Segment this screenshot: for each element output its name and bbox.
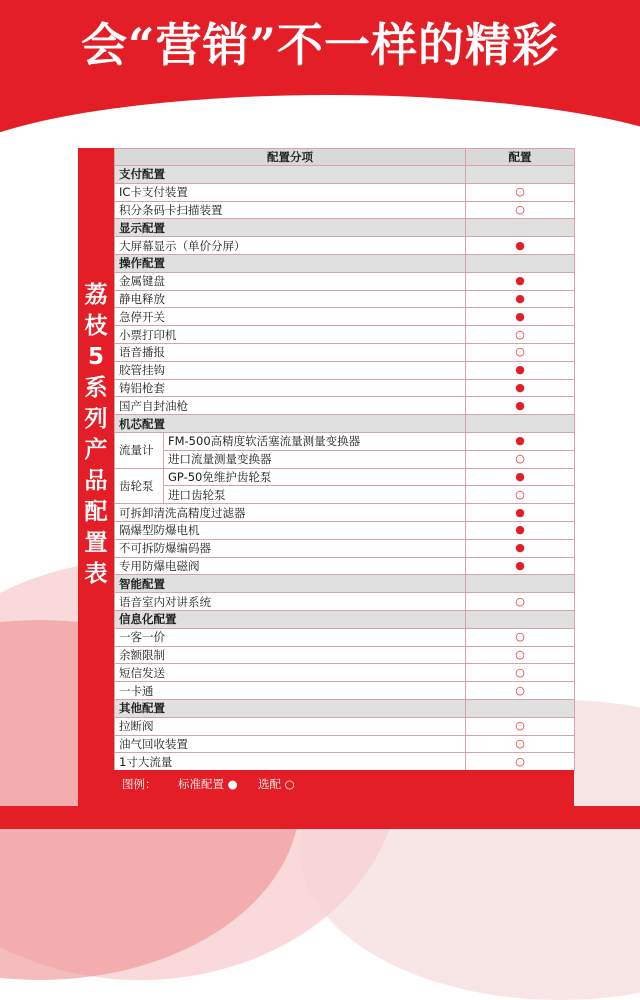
table-row <box>115 735 575 753</box>
section-row-operation <box>115 254 575 272</box>
config-mark: ○ <box>466 343 575 361</box>
config-mark: ● <box>466 290 575 308</box>
section-row-payment <box>115 166 575 184</box>
section-row-core <box>115 415 575 433</box>
table-row <box>115 753 575 771</box>
config-mark: ● <box>466 308 575 326</box>
section-title: 显示配置 <box>115 219 466 237</box>
section-title: 其他配置 <box>115 699 466 717</box>
config-mark: ● <box>466 361 575 379</box>
table-row <box>115 343 575 361</box>
item-cell: 进口流量测量变换器 <box>168 452 272 467</box>
banner-title: 会“营销”不一样的精彩 <box>81 18 559 72</box>
config-table <box>114 148 575 771</box>
config-mark: ○ <box>515 452 525 466</box>
item-cell: 积分条码卡扫描装置 <box>115 201 466 219</box>
config-mark: ● <box>466 272 575 290</box>
config-mark: ○ <box>515 487 525 501</box>
item-cell: 不可拆防爆编码器 <box>115 539 466 557</box>
header-config: 配置 <box>466 149 575 166</box>
item-cell: 国产自封油枪 <box>115 397 466 415</box>
legend-optional: 选配 ○ <box>258 777 295 791</box>
item-cell: 进口齿轮泵 <box>168 487 226 502</box>
config-mark: ○ <box>466 183 575 201</box>
flowmeter-label: 流量计 <box>115 433 164 468</box>
table-row <box>115 593 575 611</box>
item-cell: 专用防爆电磁阀 <box>115 557 466 575</box>
table-row <box>115 664 575 682</box>
config-mark: ○ <box>466 646 575 664</box>
item-cell: 一客一价 <box>115 628 466 646</box>
table-row <box>115 272 575 290</box>
config-mark: ○ <box>466 201 575 219</box>
table-row <box>115 682 575 700</box>
table-row <box>115 308 575 326</box>
section-row-other <box>115 699 575 717</box>
table-row <box>115 361 575 379</box>
item-cell: 拉断阀 <box>115 717 466 735</box>
config-mark: ● <box>466 504 575 522</box>
table-row <box>115 379 575 397</box>
section-title: 支付配置 <box>115 166 466 184</box>
legend-label: 图例： <box>122 777 157 791</box>
config-mark: ○ <box>466 682 575 700</box>
item-cell: 语音室内对讲系统 <box>115 593 466 611</box>
section-title: 智能配置 <box>115 575 466 593</box>
config-mark: ○ <box>466 326 575 344</box>
item-cell: 可拆卸清洗高精度过滤器 <box>115 504 466 522</box>
table-row <box>115 326 575 344</box>
flowmeter-subtable <box>115 433 465 468</box>
config-mark: ○ <box>466 628 575 646</box>
table-row <box>115 521 575 539</box>
config-mark: ○ <box>466 717 575 735</box>
item-cell: 一卡通 <box>115 682 466 700</box>
item-cell: 油气回收装置 <box>115 735 466 753</box>
item-cell: 金属键盘 <box>115 272 466 290</box>
config-mark: ● <box>466 521 575 539</box>
table-row <box>115 201 575 219</box>
table-row <box>115 557 575 575</box>
item-cell: 铸铝枪套 <box>115 379 466 397</box>
table-row <box>115 290 575 308</box>
item-cell: 小票打印机 <box>115 326 466 344</box>
table-row <box>115 504 575 522</box>
config-table-wrap <box>114 148 574 771</box>
config-mark: ○ <box>466 753 575 771</box>
section-title: 信息化配置 <box>115 610 466 628</box>
section-row-display <box>115 219 575 237</box>
config-mark: ● <box>466 379 575 397</box>
section-title: 机芯配置 <box>115 415 466 433</box>
config-mark: ● <box>466 539 575 557</box>
gearpump-label: 齿轮泵 <box>115 469 164 504</box>
bottom-band <box>0 806 640 829</box>
item-cell: 余额限制 <box>115 646 466 664</box>
item-cell: 胶管挂钩 <box>115 361 466 379</box>
table-row <box>115 432 575 468</box>
table-row <box>115 468 575 504</box>
item-cell: 1寸大流量 <box>115 753 466 771</box>
config-mark: ● <box>466 469 574 486</box>
section-row-info <box>115 610 575 628</box>
item-cell: IC卡支付装置 <box>115 183 466 201</box>
config-mark: ● <box>466 237 575 255</box>
item-cell: FM-500高精度软活塞流量测量变换器 <box>164 433 466 450</box>
table-row <box>115 717 575 735</box>
item-cell: 急停开关 <box>115 308 466 326</box>
item-cell: 隔爆型防爆电机 <box>115 521 466 539</box>
section-row-smart <box>115 575 575 593</box>
section-title: 操作配置 <box>115 254 466 272</box>
config-mark: ● <box>466 397 575 415</box>
item-cell: 短信发送 <box>115 664 466 682</box>
header-item: 配置分项 <box>115 149 466 166</box>
table-row <box>115 397 575 415</box>
config-mark: ● <box>466 557 575 575</box>
table-header-row <box>115 149 575 166</box>
table-row <box>115 183 575 201</box>
item-cell: 语音播报 <box>115 343 466 361</box>
config-mark: ○ <box>466 735 575 753</box>
item-cell: 大屏幕显示（单价分屏） <box>115 237 466 255</box>
config-mark: ○ <box>466 593 575 611</box>
config-mark: ○ <box>466 664 575 682</box>
table-row <box>115 539 575 557</box>
legend-standard: 标准配置 ● <box>178 777 238 791</box>
gearpump-subtable <box>115 469 465 504</box>
side-title: 荔枝5系列产品配置表 <box>84 282 108 587</box>
table-row <box>115 646 575 664</box>
table-row <box>115 628 575 646</box>
item-cell: 静电释放 <box>115 290 466 308</box>
item-cell: GP-50免维护齿轮泵 <box>164 469 466 486</box>
table-row <box>115 237 575 255</box>
config-mark: ● <box>466 433 574 450</box>
legend-bar <box>114 770 574 806</box>
